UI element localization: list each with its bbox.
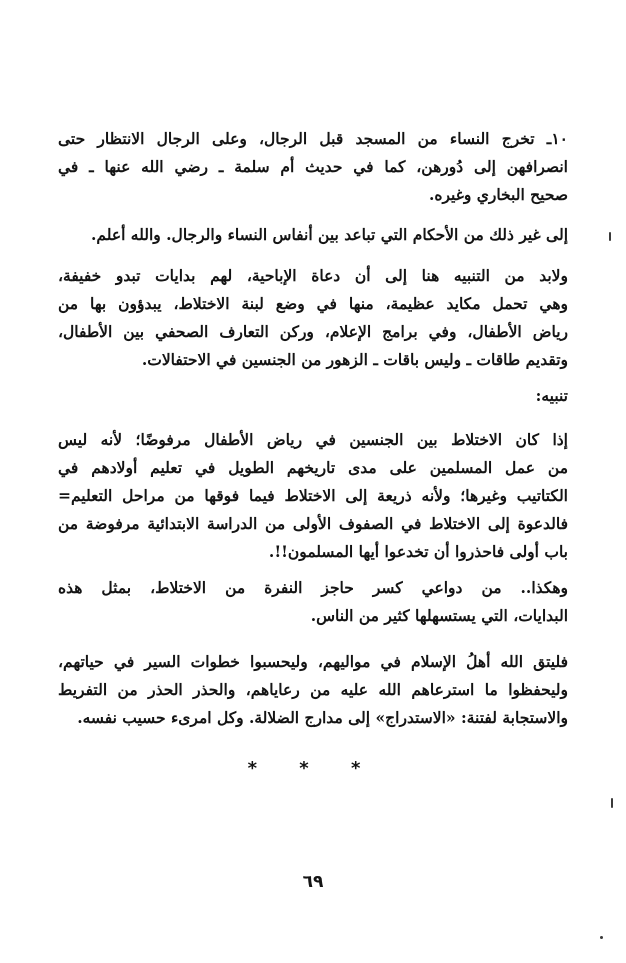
text-line: والاستجابة لفتنة: «الاستدراج» إلى مدارج الضلالة. وكل امرىء حسيب نفسه. xyxy=(77,708,568,727)
text-line: فالدعوة إلى الاختلاط في الصفوف الأولى من الدراسة الابتدائية مرفوضة من xyxy=(58,514,568,533)
text-line: رياض الأطفال، وفي برامج الإعلام، وركن التعارف الصحفي بين الأطفال، xyxy=(58,322,568,341)
scan-artifact xyxy=(600,936,603,939)
text-line: باب أولى فاحذروا أن تخدعوا أيها المسلمون!!. xyxy=(268,542,568,561)
paragraph-other-rulings xyxy=(58,221,568,249)
paragraph-warning-beginnings xyxy=(58,262,568,374)
text-line: ١٠ـ تخرج النساء من المسجد قبل الرجال، وعلى الرجال الانتظار حتى xyxy=(58,129,568,148)
page-number: ٦٩ xyxy=(302,872,324,892)
text-line: وتقديم طاقات ـ وليس باقات ـ الزهور من الجنسين في الاحتفالات. xyxy=(141,350,568,369)
note-heading xyxy=(58,382,568,410)
text-line: البدايات، التي يستسهلها كثير من الناس. xyxy=(310,606,568,625)
text-line: إذا كان الاختلاط بين الجنسين في رياض الأطفال مرفوضًا؛ لأنه ليس xyxy=(58,430,568,449)
paragraph-closing-advice xyxy=(58,648,568,732)
text-line: ولابد من التنبيه هنا إلى أن دعاة الإباحية، لهم بدايات تبدو خفيفة، xyxy=(58,266,568,285)
text-line: فليتق الله أهلُ الإسلام في مواليهم، وليحسبوا خطوات السير في حياتهم، xyxy=(58,652,568,671)
text-line: من عمل المسلمين على مدى تاريخهم الطويل في تعليم أولادهم في xyxy=(58,458,568,477)
paragraph-kindergarten-mixing xyxy=(58,426,568,566)
text-line: الكتاتيب وغيرها؛ ولأنه ذريعة إلى الاختلاط فيما فوقها من مراحل التعليم= xyxy=(58,486,568,505)
scan-artifact xyxy=(611,798,613,808)
text-line: وهكذا.. من دواعي كسر حاجز النفرة من الاختلاط، بمثل هذه xyxy=(58,578,568,597)
text-line: إلى غير ذلك من الأحكام التي تباعد بين أنفاس النساء والرجال. والله أعلم. xyxy=(91,225,568,244)
text-line: وهي تحمل مكايد عظيمة، منها في وضع لبنة الاختلاط، يبدؤون بها من xyxy=(58,294,568,313)
paragraph-women-leave-mosque xyxy=(58,125,568,209)
text-line: انصرافهن إلى دُورهن، كما في حديث أم سلمة ـ رضي الله عنها ـ في xyxy=(58,157,568,176)
section-divider: * * * xyxy=(247,758,379,779)
scan-artifact xyxy=(609,232,611,241)
paragraph-breaking-barrier xyxy=(58,574,568,630)
heading-text: تنبيه: xyxy=(535,386,568,405)
text-line: وليحفظوا ما استرعاهم الله عليه من رعاياهم، والحذر الحذر من التفريط xyxy=(58,680,568,699)
text-line: صحيح البخاري وغيره. xyxy=(428,185,568,204)
